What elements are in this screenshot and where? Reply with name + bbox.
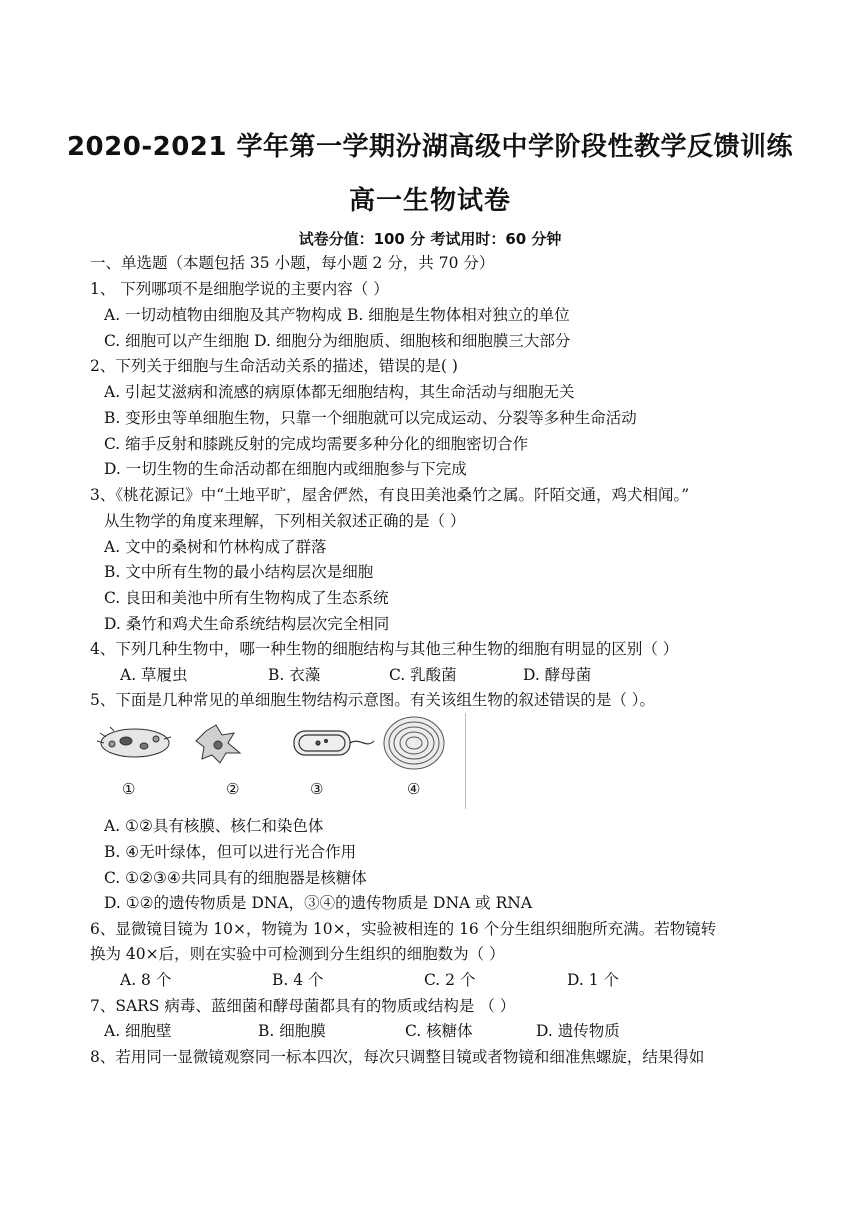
amoeba-drawing bbox=[196, 725, 240, 763]
figure-label-3: ③ bbox=[310, 780, 324, 798]
q6-option-b: B. 4 个 bbox=[272, 971, 324, 989]
paramecium-drawing bbox=[97, 727, 171, 757]
q7-option-a: A. 细胞壁 bbox=[104, 1022, 172, 1040]
q3-stem-line1: 3、《桃花源记》中“土地平旷，屋舍俨然，有良田美池桑竹之属。阡陌交通，鸡犬相闻。” bbox=[90, 486, 690, 504]
score-line: 试卷分值：100 分 考试用时：60 分钟 bbox=[298, 230, 562, 248]
q2-option-b: B. 变形虫等单细胞生物，只靠一个细胞就可以完成运动、分裂等多种生命活动 bbox=[104, 409, 637, 427]
q4-option-c: C. 乳酸菌 bbox=[389, 666, 457, 684]
exam-title: 2020-2021 学年第一学期汾湖高级中学阶段性教学反馈训练 bbox=[66, 132, 794, 162]
figure-label-4: ④ bbox=[407, 780, 421, 798]
q3-stem-line2: 从生物学的角度来理解，下列相关叙述正确的是（ ） bbox=[104, 512, 466, 530]
q6-option-c: C. 2 个 bbox=[424, 971, 476, 989]
q5-option-b: B. ④无叶绿体，但可以进行光合作用 bbox=[104, 843, 357, 861]
q7-option-b: B. 细胞膜 bbox=[258, 1022, 326, 1040]
q3-option-b: B. 文中所有生物的最小结构层次是细胞 bbox=[104, 563, 374, 581]
q8-stem: 8、若用同一显微镜观察同一标本四次，每次只调整目镜或者物镜和细准焦螺旋，结果得如 bbox=[90, 1048, 705, 1066]
q3-option-a: A. 文中的桑树和竹林构成了群落 bbox=[104, 538, 327, 556]
q1-options-line1: A. 一切动植物由细胞及其产物构成 B. 细胞是生物体相对独立的单位 bbox=[104, 306, 570, 324]
figure-border bbox=[465, 713, 466, 809]
q4-option-b: B. 衣藻 bbox=[268, 666, 321, 684]
q5-stem: 5、下面是几种常见的单细胞生物结构示意图。有关该组生物的叙述错误的是（ ）。 bbox=[90, 691, 656, 709]
q4-option-d: D. 酵母菌 bbox=[523, 666, 592, 684]
q5-option-c: C. ①②③④共同具有的细胞器是核糖体 bbox=[104, 869, 367, 887]
q2-option-a: A. 引起艾滋病和流感的病原体都无细胞结构，其生命活动与细胞无关 bbox=[104, 383, 575, 401]
q7-stem: 7、SARS 病毒、蓝细菌和酵母菌都具有的物质或结构是 （ ） bbox=[90, 997, 516, 1015]
q5-option-a: A. ①②具有核膜、核仁和染色体 bbox=[104, 817, 324, 835]
q2-option-c: C. 缩手反射和膝跳反射的完成均需要多种分化的细胞密切合作 bbox=[104, 435, 529, 453]
q3-option-c: C. 良田和美池中所有生物构成了生态系统 bbox=[104, 589, 389, 607]
q1-stem: 1、 下列哪项不是细胞学说的主要内容（ ） bbox=[90, 280, 389, 298]
section-heading: 一、单选题（本题包括 35 小题，每小题 2 分，共 70 分） bbox=[90, 254, 495, 272]
cyanobacterium-drawing bbox=[384, 717, 444, 769]
q4-stem: 4、下列几种生物中，哪一种生物的细胞结构与其他三种生物的细胞有明显的区别（ ） bbox=[90, 640, 679, 658]
q2-option-d: D. 一切生物的生命活动都在细胞内或细胞参与下完成 bbox=[104, 460, 467, 478]
q6-stem-line2: 换为 40×后，则在实验中可检测到分生组织的细胞数为（ ） bbox=[90, 945, 505, 963]
q3-option-d: D. 桑竹和鸡犬生命系统结构层次完全相同 bbox=[104, 615, 390, 633]
q5-option-d: D. ①②的遗传物质是 DNA，③④的遗传物质是 DNA 或 RNA bbox=[104, 894, 533, 912]
figure-label-2: ② bbox=[226, 780, 240, 798]
q6-stem-line1: 6、显微镜目镜为 10×，物镜为 10×，实验被相连的 16 个分生组织细胞所充满。若物镜转 bbox=[90, 920, 717, 938]
bacterium-drawing bbox=[294, 731, 374, 755]
figure-label-1: ① bbox=[122, 780, 136, 798]
q7-option-d: D. 遗传物质 bbox=[536, 1022, 620, 1040]
q6-option-a: A. 8 个 bbox=[120, 971, 172, 989]
q7-option-c: C. 核糖体 bbox=[405, 1022, 473, 1040]
q2-stem: 2、下列关于细胞与生命活动关系的描述，错误的是( ) bbox=[90, 357, 458, 375]
q6-option-d: D. 1 个 bbox=[567, 971, 620, 989]
q4-option-a: A. 草履虫 bbox=[120, 666, 188, 684]
exam-subtitle: 高一生物试卷 bbox=[348, 186, 511, 216]
q1-options-line2: C. 细胞可以产生细胞 D. 细胞分为细胞质、细胞核和细胞膜三大部分 bbox=[104, 332, 571, 350]
